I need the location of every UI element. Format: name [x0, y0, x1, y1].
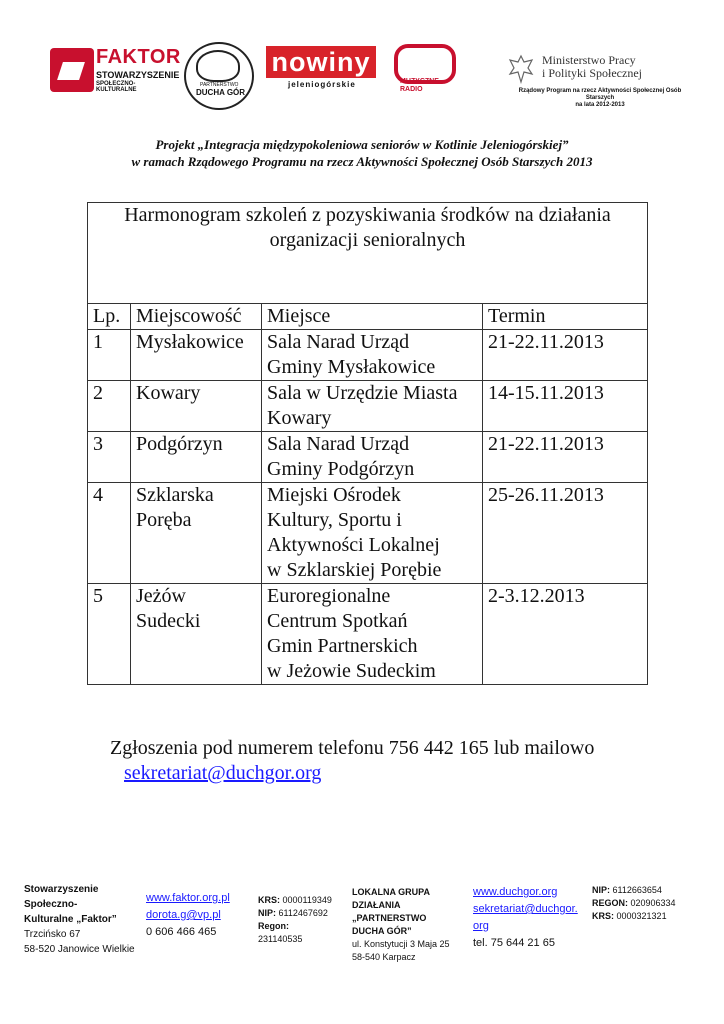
row-place — [262, 381, 483, 432]
faktor-email-link[interactable]: dorota.g@vp.pl — [146, 909, 221, 921]
ministry-program — [512, 88, 688, 109]
row-place-line: w Jeżowie Sudeckim — [267, 660, 436, 682]
project-title-line2: w ramach Rządowego Programu na rzecz Aktywności Społecznej Osób Starszych 2013 — [131, 154, 593, 169]
registry2-krs-value: 0000321321 — [616, 911, 667, 921]
row-town — [131, 330, 262, 381]
row-place-line: Kowary — [267, 407, 332, 429]
header-date: Termin — [483, 304, 648, 330]
header-town: Miejscowość — [131, 304, 262, 330]
ministry-name — [542, 54, 642, 80]
ministry-name-line2: i Polityki Społecznej — [542, 66, 642, 80]
row-town-line: Podgórzyn — [136, 433, 223, 455]
header-lp: Lp. — [88, 304, 131, 330]
nowiny-logo-sub: jeleniogórskie — [288, 80, 356, 89]
table-row — [88, 584, 648, 685]
row-town-line: Poręba — [136, 509, 192, 531]
radio-logo-text — [400, 78, 439, 94]
row-place-line: Centrum Spotkań — [267, 610, 408, 632]
org1-name-line: Kulturalne „Faktor” — [24, 914, 117, 925]
row-date: 14-15.11.2013 — [483, 381, 648, 432]
registry2-nip — [592, 884, 702, 897]
registry2-regon-label: REGON: — [592, 898, 628, 908]
row-date: 25-26.11.2013 — [483, 483, 648, 584]
registry1-krs-label: KRS: — [258, 895, 280, 905]
footer — [24, 882, 704, 972]
row-lp: 3 — [88, 432, 131, 483]
duchgor-email-link[interactable]: sekretariat@duchgor. — [473, 903, 578, 915]
project-title — [40, 136, 684, 170]
row-place-line: Sala w Urzędzie Miasta — [267, 382, 458, 404]
duch-gor-logo — [184, 42, 254, 110]
row-place-line: Euroregionalne — [267, 585, 391, 607]
row-date: 21-22.11.2013 — [483, 432, 648, 483]
radio-logo-line1: MUZYCZNE — [400, 78, 439, 85]
registry1-krs — [258, 894, 348, 907]
faktor-logo-sub2: SPOŁECZNO-KULTURALNE — [96, 81, 137, 93]
table-row — [88, 381, 648, 432]
header-row — [88, 304, 648, 330]
row-lp: 5 — [88, 584, 131, 685]
contact-text: Zgłoszenia pod numerem telefonu 756 442 165 lub mailowo — [110, 737, 595, 759]
ministry-program-line2: na lata 2012-2013 — [575, 102, 625, 108]
row-place-line: Gmin Partnerskich — [267, 635, 418, 657]
registry1-regon-label: Regon: — [258, 921, 289, 931]
row-lp: 1 — [88, 330, 131, 381]
footer-registry2 — [592, 884, 702, 923]
org2-name-line: DZIAŁANIA — [352, 900, 401, 910]
schedule-title — [88, 203, 648, 304]
row-place-line: Kultury, Sportu i — [267, 509, 402, 531]
row-place-line: w Szklarskiej Porębie — [267, 559, 442, 581]
faktor-logo-sub1: STOWARZYSZENIE — [96, 70, 180, 80]
faktor-logo-name: FAKTOR — [96, 46, 181, 68]
row-place-line: Miejski Ośrodek — [267, 484, 401, 506]
row-town — [131, 483, 262, 584]
registry1-nip — [258, 907, 348, 920]
org2-name-line: DUCHA GÓR” — [352, 926, 412, 936]
duch-gor-logo-name: DUCHA GÓR — [196, 88, 246, 97]
radio-logo-line2: RADIO — [400, 86, 423, 93]
registry1-nip-label: NIP: — [258, 908, 276, 918]
row-town-line: Mysłakowice — [136, 331, 244, 353]
registry2-nip-label: NIP: — [592, 885, 610, 895]
footer-links2 — [473, 884, 585, 952]
row-town-line: Kowary — [136, 382, 201, 404]
org2-addr-line: ul. Konstytucji 3 Maja 25 — [352, 939, 450, 949]
schedule-title-line2: organizacji senioralnych — [269, 229, 466, 251]
row-town — [131, 584, 262, 685]
row-town-line: Sudecki — [136, 610, 201, 632]
row-place-line: Gminy Mysłakowice — [267, 356, 436, 378]
radio-logo — [392, 44, 452, 100]
org2-name-line: „PARTNERSTWO — [352, 913, 427, 923]
ministry-name-line1: Ministerstwo Pracy — [542, 53, 636, 67]
registry1-regon-value: 231140535 — [258, 934, 303, 944]
org1-name-line: Społeczno- — [24, 899, 78, 910]
footer-org2 — [352, 886, 470, 964]
schedule-table — [87, 202, 648, 685]
row-date: 2-3.12.2013 — [483, 584, 648, 685]
row-place — [262, 432, 483, 483]
nowiny-logo-name: nowiny — [266, 46, 376, 78]
faktor-phone: 0 606 466 465 — [146, 926, 217, 938]
org1-addr-line: Trzcińsko 67 — [24, 929, 81, 940]
nowiny-logo — [266, 46, 378, 89]
org1-addr-line: 58-520 Janowice Wielkie — [24, 944, 135, 955]
row-place-line: Aktywności Lokalnej — [267, 534, 440, 556]
org2-name-line: LOKALNA GRUPA — [352, 887, 430, 897]
registry2-regon-value: 020906334 — [630, 898, 676, 908]
footer-registry1 — [258, 894, 348, 946]
registry2-nip-value: 6112663654 — [612, 885, 662, 895]
row-place — [262, 584, 483, 685]
schedule-title-line1: Harmonogram szkoleń z pozyskiwania środków na działania — [124, 204, 611, 226]
registry1-krs-value: 0000119349 — [282, 895, 332, 905]
logo-header — [48, 40, 688, 110]
duchgor-email-link-cont[interactable]: org — [473, 920, 489, 932]
row-lp: 2 — [88, 381, 131, 432]
duchgor-website-link[interactable]: www.duchgor.org — [473, 886, 558, 898]
ministry-program-line1: Rządowy Program na rzecz Aktywności Społecznej Osób Starszych — [518, 88, 682, 101]
org2-addr-line: 58-540 Karpacz — [352, 952, 416, 962]
faktor-logo — [48, 42, 181, 102]
row-town — [131, 381, 262, 432]
row-place-line: Gminy Podgórzyn — [267, 458, 415, 480]
table-row — [88, 483, 648, 584]
table-row — [88, 330, 648, 381]
row-town-line: Jeżów — [136, 585, 186, 607]
faktor-mark-icon — [50, 48, 94, 92]
schedule-title-row — [88, 203, 648, 304]
mountain-spirit-icon — [196, 50, 240, 82]
registry1-nip-value: 6112467692 — [278, 908, 328, 918]
row-lp: 4 — [88, 483, 131, 584]
row-place — [262, 330, 483, 381]
duch-gor-logo-small: PARTNERSTWO — [200, 82, 239, 88]
project-title-line1: Projekt „Integracja międzypokoleniowa seniorów w Kotlinie Jeleniogórskiej” — [155, 137, 569, 152]
header-place: Miejsce — [262, 304, 483, 330]
row-place — [262, 483, 483, 584]
registry2-krs-label: KRS: — [592, 911, 614, 921]
registry2-krs — [592, 910, 702, 923]
footer-org1 — [24, 882, 142, 957]
faktor-website-link[interactable]: www.faktor.org.pl — [146, 892, 230, 904]
org1-name-line: Stowarzyszenie — [24, 884, 99, 895]
ministry-logo — [508, 52, 688, 112]
duchgor-phone: tel. 75 644 21 65 — [473, 937, 555, 949]
row-town-line: Szklarska — [136, 484, 214, 506]
row-place-line: Sala Narad Urząd — [267, 331, 410, 353]
eagle-icon — [508, 54, 534, 84]
registry2-regon — [592, 897, 702, 910]
contact-email-link[interactable]: sekretariat@duchgor.org — [124, 762, 322, 784]
table-row — [88, 432, 648, 483]
footer-links1 — [146, 890, 256, 941]
row-date: 21-22.11.2013 — [483, 330, 648, 381]
row-place-line: Sala Narad Urząd — [267, 433, 410, 455]
row-town — [131, 432, 262, 483]
